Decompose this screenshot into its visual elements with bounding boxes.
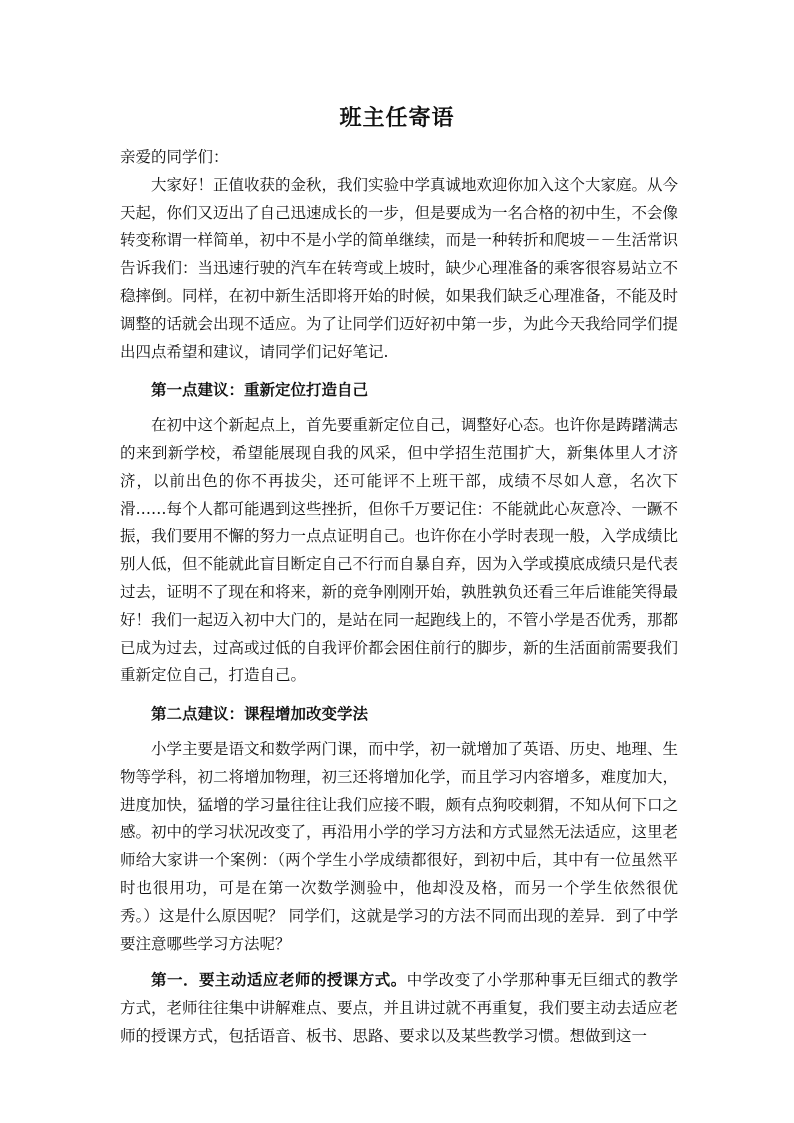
- document-body: [120, 144, 678, 1051]
- section-1-paragraph: 在初中这个新起点上，首先要重新定位自己，调整好心态。也许你是踌躇满志的来到新学校，希望能展现自我的风采，但中学招生范围扩大，新集体里人才济济，以前出色的你不再拔尖，还可能评不上班干部，成绩不尽如人意，名次下滑……每个人都可能遇到这些挫折，但你千万要记住：不能就此心灰意冷、一蹶不振，我们要用不懈的努力一点点证明自己。也许你在小学时表现一般，入学成绩比别人低，但不能就此盲目断定自己不行而自暴自弃，因为入学或摸底成绩只是代表过去，证明不了现在和将来，新的竞争刚刚开始，孰胜孰负还看三年后谁能笑得最好！我们一起迈入初中大门的，是站在同一起跑线上的，不管小学是否优秀，那都已成为过去，过高或过低的自我评价都会困住前行的脚步，新的生活面前需要我们重新定位自己，打造自己。: [120, 416, 679, 685]
- section-2-heading: 第二点建议：课程增加改变学法: [151, 704, 369, 724]
- point-1-lead: 第一．要主动适应老师的授课方式。: [151, 970, 407, 990]
- document-title: 班主任寄语: [339, 105, 455, 131]
- point-1-body: 中学改变了小学那种事无巨细式的教学方式，老师往往集中讲解难点、要点，并且讲过就不再重复，我们要主动去适应老师的授课方式，包括语音、板书、思路、要求以及某些教学习惯。想做到这一: [120, 971, 679, 1045]
- point-1-paragraph: [120, 966, 678, 1050]
- section-1-heading: 第一点建议：重新定位打造自己: [151, 380, 369, 400]
- salutation: 亲爱的同学们：: [120, 148, 229, 166]
- section-2-paragraph: 小学主要是语文和数学两门课，而中学，初一就增加了英语、历史、地理、生物等学科，初二将增加物理，初三还将增加化学，而且学习内容增多，难度加大，进度加快，猛增的学习量往往让我们应接不暇，颇有点狗咬刺猬，不知从何下口之感。初中的学习状况改变了，再沿用小学的学习方法和方式显然无法适应，这里老师给大家讲一个案例：（两个学生小学成绩都很好，到初中后，其中有一位虽然平时也很用功，可是在第一次数学测验中，他却没及格，而另一个学生依然很优秀。）这是什么原因呢？ 同学们，这就是学习的方法不同而出现的差异．到了中学要注意哪些学习方法呢？: [120, 739, 679, 953]
- intro-paragraph: 大家好！正值收获的金秋，我们实验中学真诚地欢迎你加入这个大家庭。从今天起，你们又迈出了自己迅速成长的一步，但是要成为一名合格的初中生，不会像转变称谓一样简单，初中不是小学的简单继续，而是一种转折和爬坡－－生活常识告诉我们：当迅速行驶的汽车在转弯或上坡时，缺少心理准备的乘客很容易站立不稳摔倒。同样，在初中新生活即将开始的时候，如果我们缺乏心理准备，不能及时调整的话就会出现不适应。为了让同学们迈好初中第一步，为此今天我给同学们提出四点希望和建议，请同学们记好笔记.: [120, 175, 679, 361]
